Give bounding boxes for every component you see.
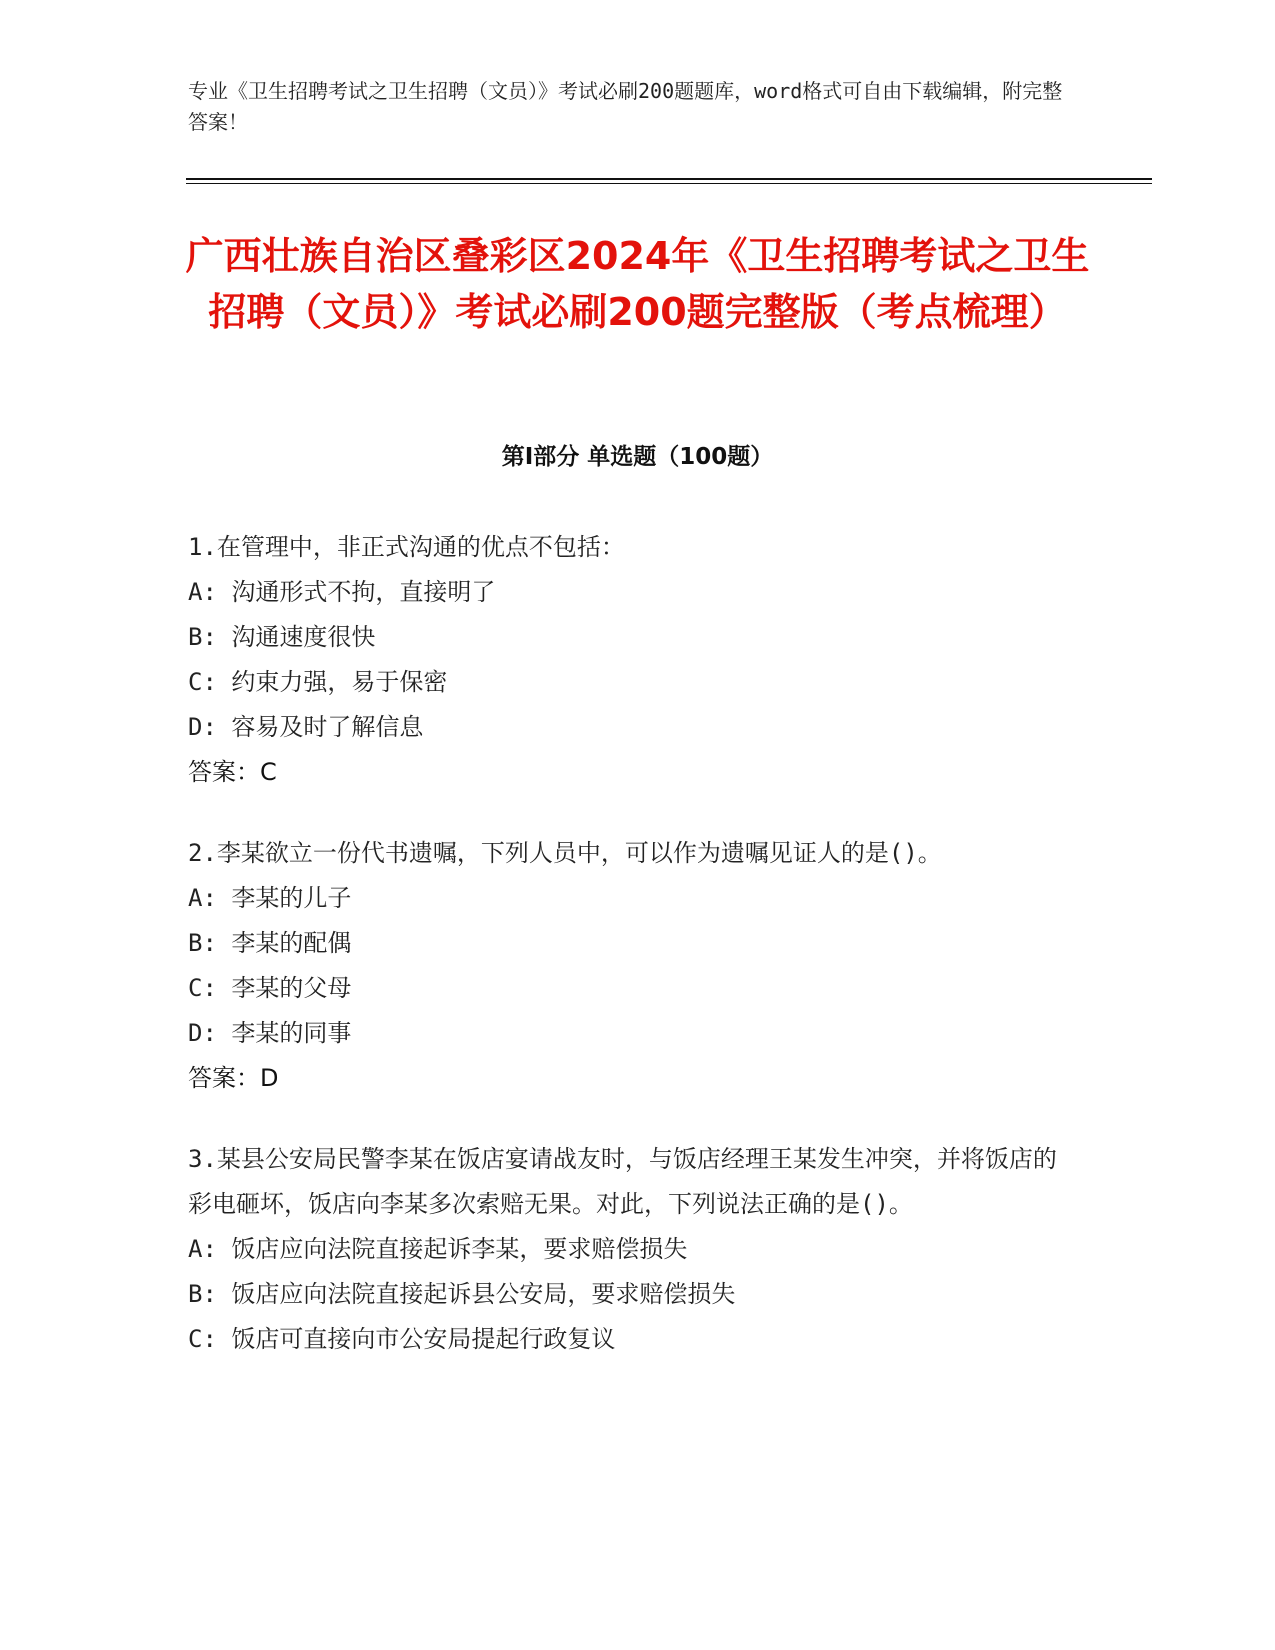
- option-b: B: 李某的配偶: [188, 929, 352, 957]
- document-title: 广西壮族自治区叠彩区2024年《卫生招聘考试之卫生招聘（文员）》考试必刷200题完整版（考点梳理）: [185, 234, 1090, 334]
- question-3: [188, 1137, 1058, 1362]
- option-c: C: 李某的父母: [188, 974, 352, 1002]
- question-list: [188, 525, 1058, 1398]
- option-c: C: 饭店可直接向市公安局提起行政复议: [188, 1325, 616, 1353]
- question-text: 3.某县公安局民警李某在饭店宴请战友时，与饭店经理王某发生冲突，并将饭店的彩电砸坏，饭店向李某多次索赔无果。对此，下列说法正确的是()。: [188, 1145, 1057, 1218]
- section-title: 第Ⅰ部分 单选题（100题）: [501, 444, 774, 470]
- answer: 答案：D: [188, 1064, 279, 1092]
- option-d: D: 李某的同事: [188, 1019, 352, 1047]
- option-a: A: 饭店应向法院直接起诉李某，要求赔偿损失: [188, 1235, 688, 1263]
- option-a: A: 沟通形式不拘，直接明了: [188, 578, 496, 606]
- option-c: C: 约束力强，易于保密: [188, 668, 448, 696]
- header-rule-thin: [186, 183, 1152, 184]
- option-a: A: 李某的儿子: [188, 884, 352, 912]
- option-b: B: 沟通速度很快: [188, 623, 376, 651]
- question-text: 1.在管理中，非正式沟通的优点不包括：: [188, 533, 625, 561]
- header-rule-thick: [186, 178, 1152, 180]
- option-b: B: 饭店应向法院直接起诉县公安局，要求赔偿损失: [188, 1280, 736, 1308]
- question-text: 2.李某欲立一份代书遗嘱，下列人员中，可以作为遗嘱见证人的是()。: [188, 839, 942, 867]
- question-1: [188, 525, 1058, 795]
- question-2: [188, 831, 1058, 1101]
- option-d: D: 容易及时了解信息: [188, 713, 424, 741]
- answer: 答案：C: [188, 758, 277, 786]
- header-note: 专业《卫生招聘考试之卫生招聘（文员）》考试必刷200题题库，word格式可自由下载编辑，附完整答案！: [188, 79, 1063, 134]
